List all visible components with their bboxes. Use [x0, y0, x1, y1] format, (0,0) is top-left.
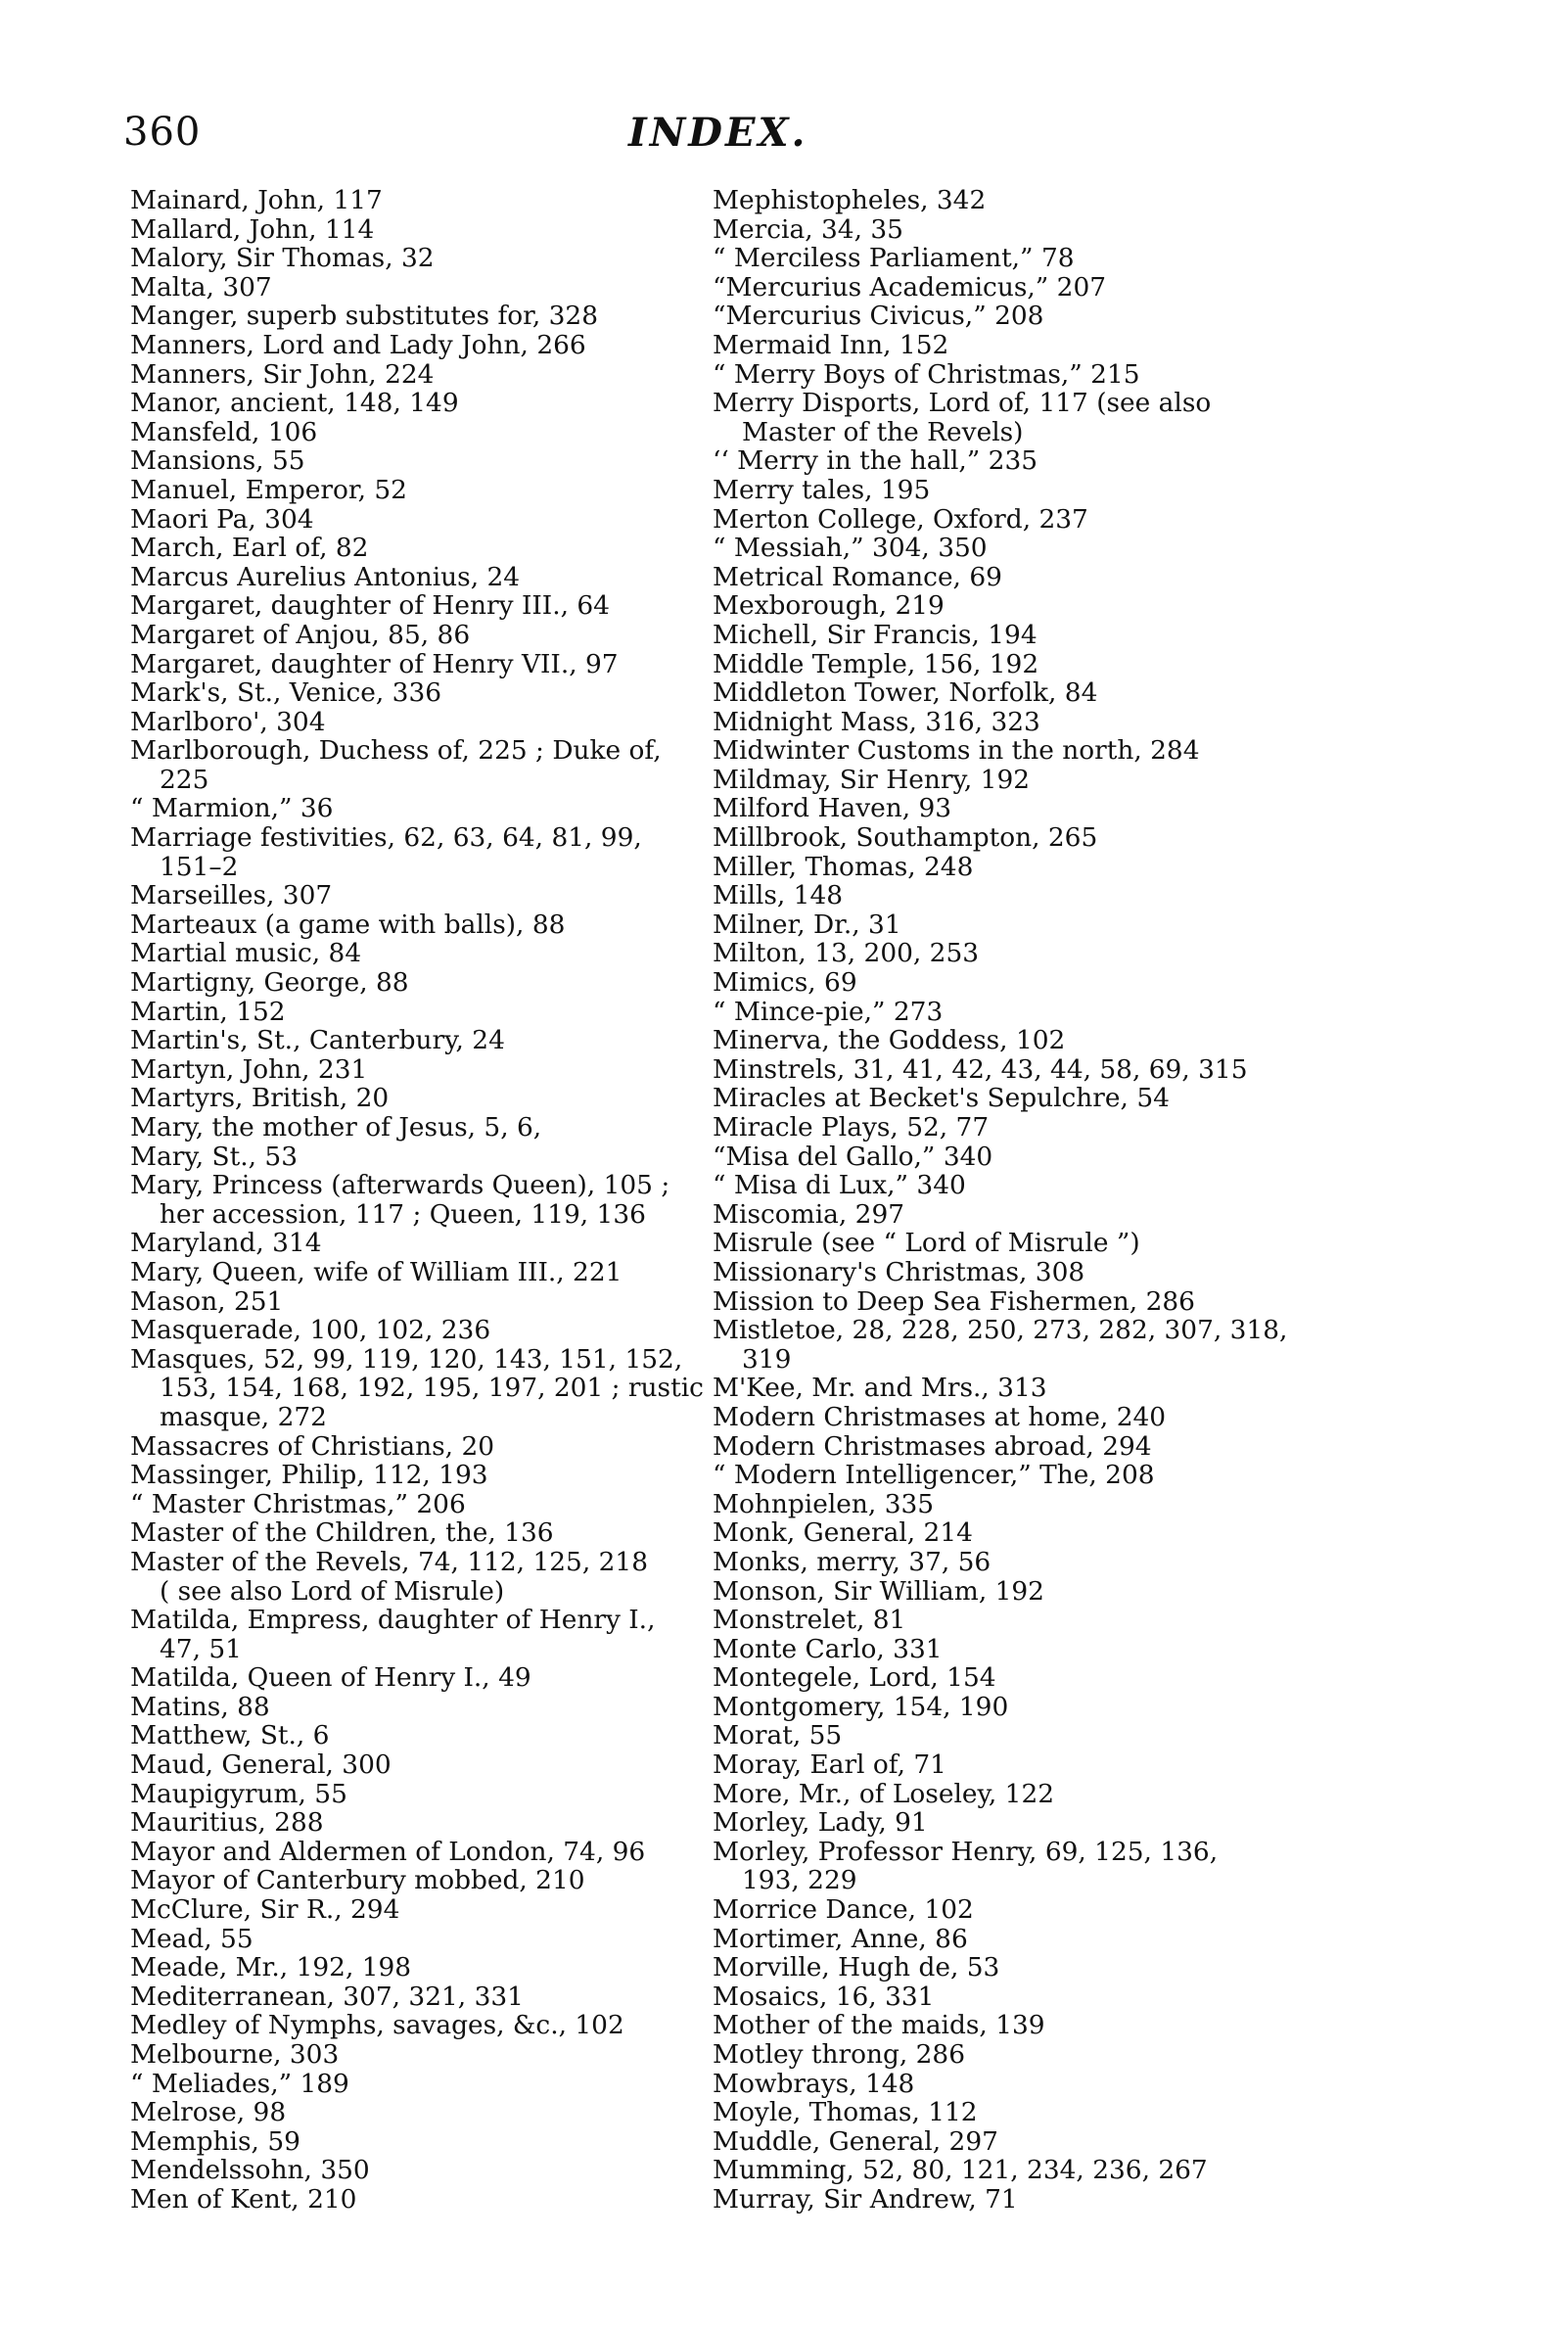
left-index-entry: Master of the Children, the, 136 — [130, 1517, 554, 1549]
right-index-entry: Merry Disports, Lord of, 117 (see also — [713, 388, 1212, 419]
right-index-entry: Mowbrays, 148 — [713, 2068, 915, 2099]
right-index-entry: “ Misa di Lux,” 340 — [713, 1170, 966, 1201]
right-index-entry: Mission to Deep Sea Fishermen, 286 — [713, 1285, 1195, 1317]
left-index-entry: Master of the Revels, 74, 112, 125, 218 — [130, 1546, 648, 1577]
left-index-entry: Marlboro', 304 — [130, 706, 326, 737]
left-index-entry: Martyrs, British, 20 — [130, 1083, 390, 1114]
right-index-entry: “ Mince-pie,” 273 — [713, 996, 944, 1027]
right-index-entry: Milford Haven, 93 — [713, 793, 952, 824]
right-index-entry: Middleton Tower, Norfolk, 84 — [713, 677, 1098, 709]
left-index-entry: Margaret of Anjou, 85, 86 — [130, 619, 471, 650]
left-index-entry: Manor, ancient, 148, 149 — [130, 388, 459, 419]
right-index-entry: Morley, Lady, 91 — [713, 1807, 928, 1839]
left-index-entry: masque, 272 — [160, 1401, 327, 1432]
right-index-entry: Midnight Mass, 316, 323 — [713, 706, 1040, 737]
page-number: 360 — [123, 110, 202, 155]
left-index-entry: Masques, 52, 99, 119, 120, 143, 151, 152, — [130, 1343, 683, 1375]
right-index-entry: “Misa del Gallo,” 340 — [713, 1141, 993, 1172]
left-index-entry: McClure, Sir R., 294 — [130, 1894, 400, 1926]
right-index-entry: Mimics, 69 — [713, 967, 857, 999]
left-index-entry: Melrose, 98 — [130, 2097, 287, 2128]
right-index-entry: Mercia, 34, 35 — [713, 213, 903, 245]
right-index-entry: Miller, Thomas, 248 — [713, 851, 974, 882]
right-index-entry: Miscomia, 297 — [713, 1198, 905, 1230]
left-index-entry: Mendelssohn, 350 — [130, 2155, 370, 2186]
right-index-entry: ‘‘ Merry in the hall,” 235 — [713, 445, 1038, 477]
right-index-entry: Michell, Sir Francis, 194 — [713, 619, 1038, 650]
left-index-entry: Mead, 55 — [130, 1923, 254, 1954]
left-index-entry: Martyn, John, 231 — [130, 1053, 368, 1085]
left-index-entry: 47, 51 — [160, 1633, 242, 1664]
left-index-entry: ( see also Lord of Misrule) — [160, 1575, 505, 1607]
left-index-entry: Memphis, 59 — [130, 2125, 300, 2157]
left-index-entry: Mary, Princess (afterwards Queen), 105 ; — [130, 1170, 670, 1201]
left-index-entry: Matthew, St., 6 — [130, 1720, 330, 1751]
left-index-entry: Mallard, John, 114 — [130, 213, 375, 245]
left-index-entry: Matilda, Empress, daughter of Henry I., — [130, 1605, 656, 1636]
right-index-entry: Millbrook, Southampton, 265 — [713, 822, 1098, 854]
right-index-entry: Miracles at Becket's Sepulchre, 54 — [713, 1083, 1170, 1114]
left-index-entry: Marriage festivities, 62, 63, 64, 81, 99, — [130, 822, 642, 854]
left-index-entry: Men of Kent, 210 — [130, 2183, 357, 2215]
right-index-entry: Montgomery, 154, 190 — [713, 1691, 1009, 1722]
right-index-entry: Mephistopheles, 342 — [713, 185, 987, 215]
left-index-entry: “ Marmion,” 36 — [130, 793, 334, 824]
left-index-entry: Mauritius, 288 — [130, 1807, 324, 1839]
right-index-entry: “ Merry Boys of Christmas,” 215 — [713, 358, 1140, 390]
right-index-entry: “ Merciless Parliament,” 78 — [713, 243, 1075, 274]
left-index-entry: Martin's, St., Canterbury, 24 — [130, 1025, 505, 1056]
right-index-entry: Morville, Hugh de, 53 — [713, 1952, 1000, 1983]
left-index-entry: Meade, Mr., 192, 198 — [130, 1952, 412, 1983]
left-index-entry: 153, 154, 168, 192, 195, 197, 201 ; rustic — [160, 1373, 704, 1404]
right-index-entry: Muddle, General, 297 — [713, 2125, 998, 2157]
left-index-entry: Manners, Lord and Lady John, 266 — [130, 329, 586, 360]
left-index-entry: Mayor of Canterbury mobbed, 210 — [130, 1865, 585, 1896]
page-title: INDEX. — [628, 110, 808, 156]
right-index-entry: Mumming, 52, 80, 121, 234, 236, 267 — [713, 2155, 1208, 2186]
left-index-entry: Mason, 251 — [130, 1285, 284, 1317]
left-index-entry: Matins, 88 — [130, 1691, 270, 1722]
right-index-entry: Mexborough, 219 — [713, 590, 945, 622]
right-index-entry: 319 — [742, 1343, 792, 1375]
left-index-entry: Marseilles, 307 — [130, 880, 333, 911]
left-index-entry: Margaret, daughter of Henry VII., 97 — [130, 648, 619, 679]
left-index-entry: 225 — [160, 764, 209, 795]
right-index-entry: Mistletoe, 28, 228, 250, 273, 282, 307, 318, — [713, 1315, 1288, 1346]
left-index-entry: her accession, 117 ; Queen, 119, 136 — [160, 1198, 646, 1230]
right-index-entry: Modern Christmases at home, 240 — [713, 1401, 1167, 1432]
left-index-entry: Maryland, 314 — [130, 1228, 322, 1259]
right-index-entry: Misrule (see “ Lord of Misrule ”) — [713, 1228, 1140, 1259]
right-index-entry: Monstrelet, 81 — [713, 1605, 906, 1636]
right-index-entry: Moyle, Thomas, 112 — [713, 2097, 978, 2128]
right-index-entry: Monte Carlo, 331 — [713, 1633, 943, 1664]
left-index-entry: Marlborough, Duchess of, 225 ; Duke of, — [130, 735, 662, 767]
left-index-entry: Manuel, Emperor, 52 — [130, 474, 407, 505]
left-index-entry: Massacres of Christians, 20 — [130, 1430, 495, 1462]
right-index-entry: “ Messiah,” 304, 350 — [713, 533, 988, 564]
right-index-entry: Monk, General, 214 — [713, 1517, 973, 1549]
left-index-entry: Maud, General, 300 — [130, 1749, 392, 1781]
left-index-entry: Manger, superb substitutes for, 328 — [130, 301, 599, 332]
right-index-entry: Mildmay, Sir Henry, 192 — [713, 764, 1031, 795]
left-index-entry: Mary, Queen, wife of William III., 221 — [130, 1256, 623, 1287]
left-index-entry: Matilda, Queen of Henry I., 49 — [130, 1662, 531, 1694]
left-index-entry: Martial music, 84 — [130, 938, 362, 969]
right-index-entry: Modern Christmases abroad, 294 — [713, 1430, 1152, 1462]
right-index-entry: Milton, 13, 200, 253 — [713, 938, 980, 969]
left-index-entry: Massinger, Philip, 112, 193 — [130, 1460, 488, 1491]
left-index-entry: Mayor and Aldermen of London, 74, 96 — [130, 1836, 646, 1867]
left-index-entry: Masquerade, 100, 102, 236 — [130, 1315, 491, 1346]
right-index-entry: Morrice Dance, 102 — [713, 1894, 974, 1926]
right-index-entry: Middle Temple, 156, 192 — [713, 648, 1039, 679]
right-index-entry: Milner, Dr., 31 — [713, 909, 901, 940]
left-index-entry: Mary, the mother of Jesus, 5, 6, — [130, 1112, 542, 1143]
left-index-entry: Malory, Sir Thomas, 32 — [130, 243, 435, 274]
left-index-entry: Mediterranean, 307, 321, 331 — [130, 1981, 524, 2012]
right-index-entry: Moray, Earl of, 71 — [713, 1749, 946, 1781]
left-index-entry: Medley of Nymphs, savages, &c., 102 — [130, 2010, 624, 2041]
left-index-entry: Marcus Aurelius Antonius, 24 — [130, 561, 521, 592]
right-index-entry: Monson, Sir William, 192 — [713, 1575, 1044, 1607]
left-index-entry: Melbourne, 303 — [130, 2039, 340, 2070]
left-index-entry: Martigny, George, 88 — [130, 967, 409, 999]
left-index-entry: Mark's, St., Venice, 336 — [130, 677, 442, 709]
right-index-entry: Morley, Professor Henry, 69, 125, 136, — [713, 1836, 1219, 1867]
right-index-entry: 193, 229 — [742, 1865, 857, 1896]
left-index-entry: 151–2 — [160, 851, 239, 882]
left-index-entry: Margaret, daughter of Henry III., 64 — [130, 590, 610, 622]
left-index-entry: Manners, Sir John, 224 — [130, 358, 435, 390]
right-index-entry: Minerva, the Goddess, 102 — [713, 1025, 1066, 1056]
left-index-entry: “ Meliades,” 189 — [130, 2068, 349, 2099]
index-column-right — [713, 186, 1300, 2215]
right-index-entry: Mills, 148 — [713, 880, 844, 911]
left-index-entry: Maupigyrum, 55 — [130, 1778, 347, 1809]
left-index-entry: Malta, 307 — [130, 271, 272, 303]
index-column-left — [130, 186, 717, 2215]
right-index-entry: Monks, merry, 37, 56 — [713, 1546, 992, 1577]
right-index-entry: Mortimer, Anne, 86 — [713, 1923, 968, 1954]
right-index-entry: Merton College, Oxford, 237 — [713, 503, 1088, 535]
right-index-entry: Montegele, Lord, 154 — [713, 1662, 996, 1694]
left-index-entry: Mansions, 55 — [130, 445, 305, 477]
right-index-entry: “Mercurius Civicus,” 208 — [713, 301, 1044, 332]
left-index-entry: March, Earl of, 82 — [130, 533, 369, 564]
right-index-entry: Minstrels, 31, 41, 42, 43, 44, 58, 69, 315 — [713, 1053, 1248, 1085]
right-index-entry: Mosaics, 16, 331 — [713, 1981, 935, 2012]
right-index-entry: Miracle Plays, 52, 77 — [713, 1112, 990, 1143]
right-index-entry: Mohnpielen, 335 — [713, 1488, 935, 1519]
right-index-entry: “Mercurius Academicus,” 207 — [713, 271, 1107, 303]
right-index-entry: “ Modern Intelligencer,” The, 208 — [713, 1460, 1155, 1491]
left-index-entry: Mary, St., 53 — [130, 1141, 298, 1172]
right-index-entry: Morat, 55 — [713, 1720, 843, 1751]
right-index-entry: Midwinter Customs in the north, 284 — [713, 735, 1200, 767]
left-index-entry: Mainard, John, 117 — [130, 185, 383, 215]
left-index-entry: Maori Pa, 304 — [130, 503, 314, 535]
left-index-entry: Martin, 152 — [130, 996, 286, 1027]
right-index-entry: Master of the Revels) — [742, 416, 1024, 447]
right-index-entry: Missionary's Christmas, 308 — [713, 1256, 1085, 1287]
right-index-entry: Mother of the maids, 139 — [713, 2010, 1045, 2041]
right-index-entry: Metrical Romance, 69 — [713, 561, 1002, 592]
right-index-entry: More, Mr., of Loseley, 122 — [713, 1778, 1055, 1809]
right-index-entry: Motley throng, 286 — [713, 2039, 966, 2070]
left-index-entry: Marteaux (a game with balls), 88 — [130, 909, 566, 940]
right-index-entry: M'Kee, Mr. and Mrs., 313 — [713, 1373, 1047, 1404]
left-index-entry: Mansfeld, 106 — [130, 416, 318, 447]
left-index-entry: “ Master Christmas,” 206 — [130, 1488, 466, 1519]
right-index-entry: Murray, Sir Andrew, 71 — [713, 2183, 1018, 2215]
right-index-entry: Mermaid Inn, 152 — [713, 329, 949, 360]
right-index-entry: Merry tales, 195 — [713, 474, 931, 505]
